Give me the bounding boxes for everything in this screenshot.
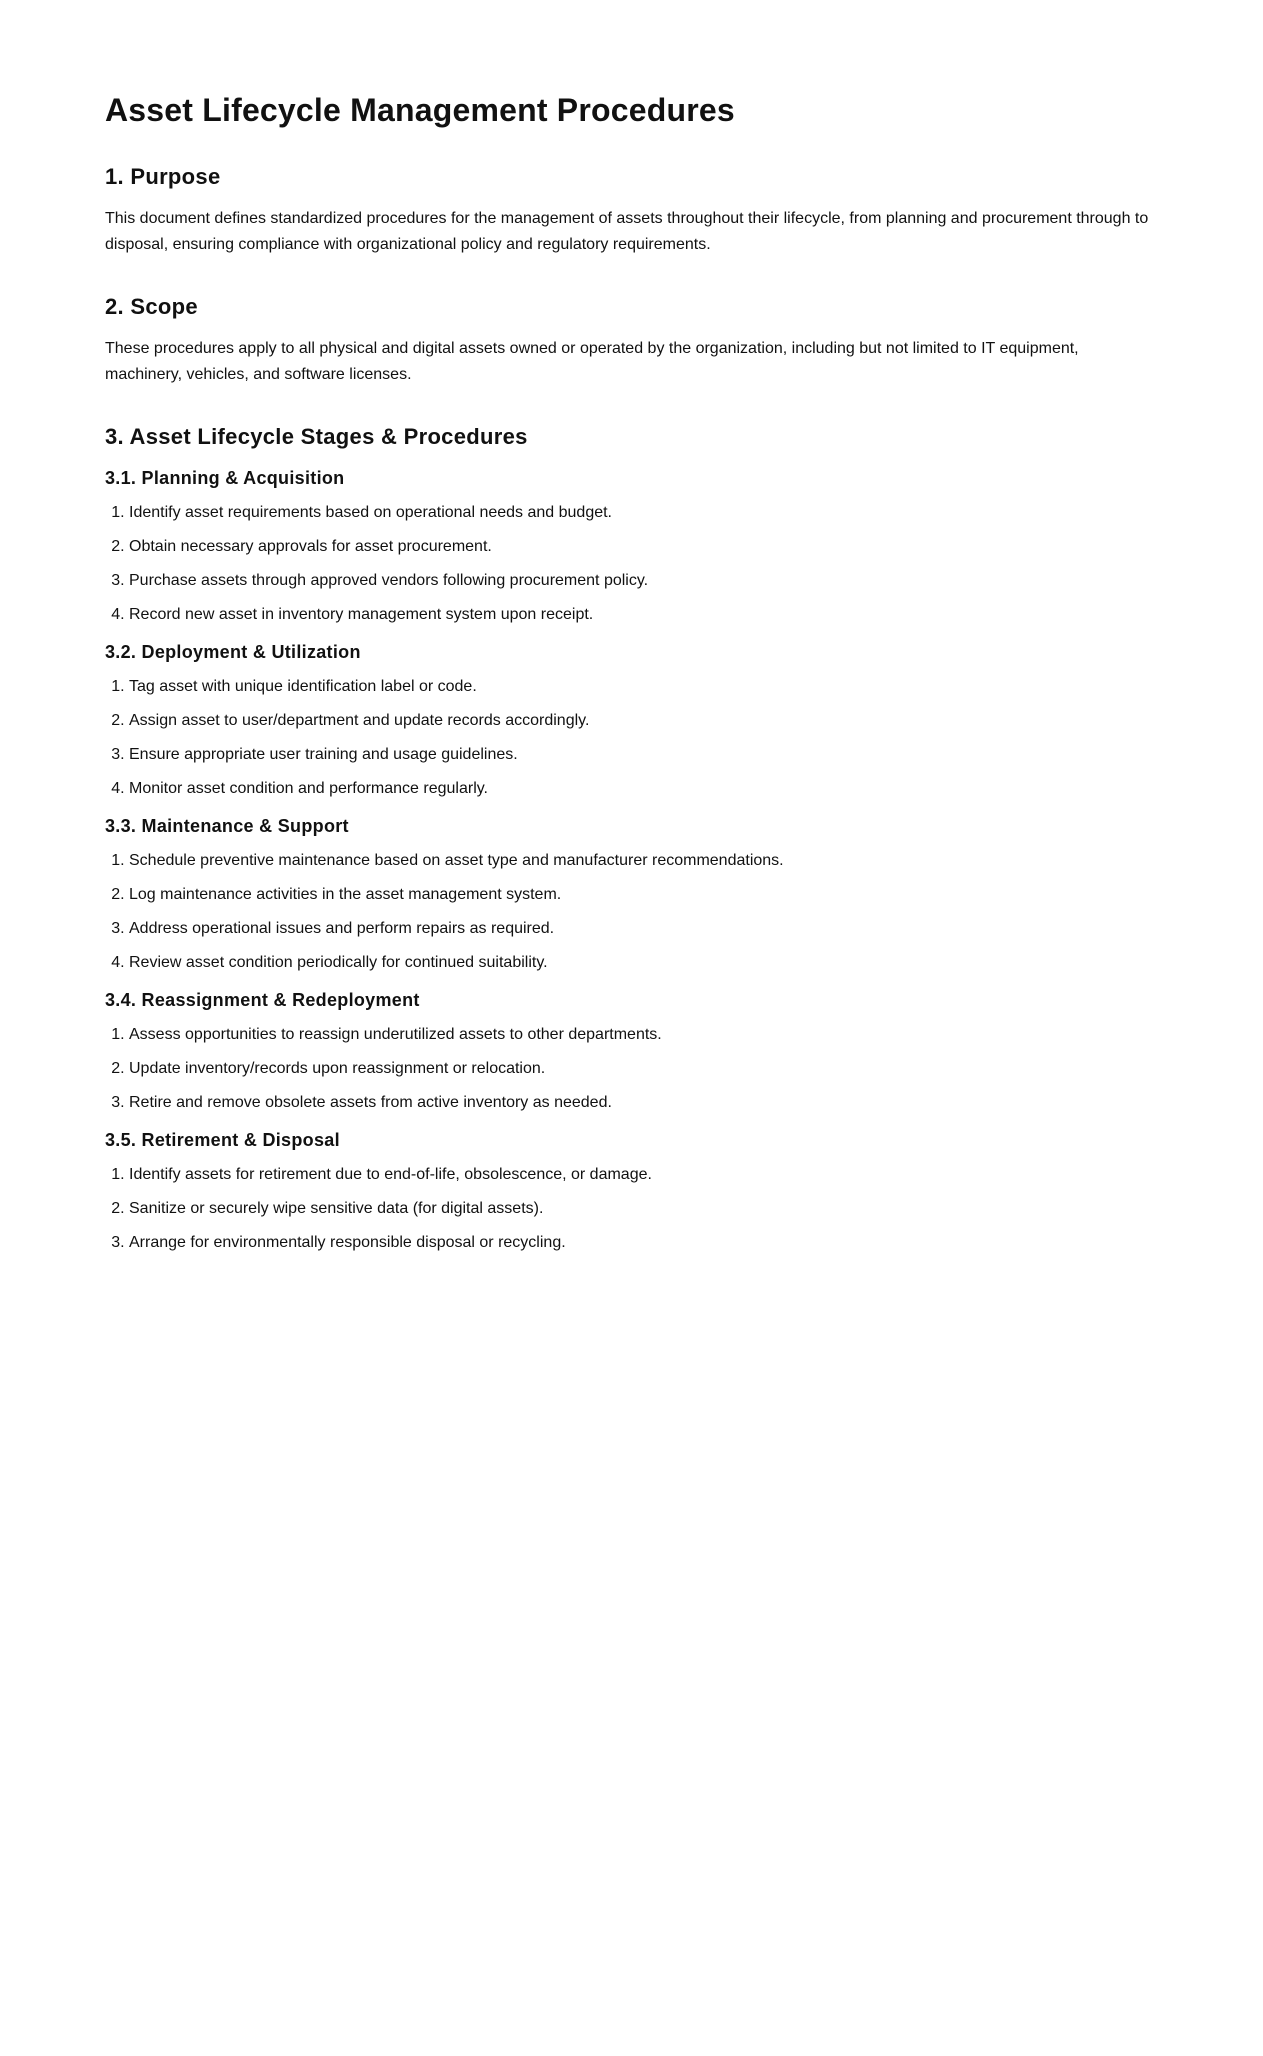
subsection-heading: 3.4. Reassignment & Redeployment <box>105 990 420 1010</box>
procedure-list <box>105 1164 1158 1254</box>
list-item: 4. Review asset condition periodically for continued suitability. <box>129 952 1158 974</box>
retirement-disposal-section <box>105 1128 1158 1254</box>
list-item: 2. Assign asset to user/department and update records accordingly. <box>129 710 1158 732</box>
list-item: 1. Identify asset requirements based on operational needs and budget. <box>129 502 1158 524</box>
maintenance-support-section <box>105 814 1158 974</box>
scope-heading: 2. Scope <box>105 294 198 319</box>
list-item: 1. Tag asset with unique identification label or code. <box>129 676 1158 698</box>
list-item: 3. Address operational issues and perform repairs as required. <box>129 918 1158 940</box>
list-item: 4. Record new asset in inventory management system upon receipt. <box>129 604 1158 626</box>
list-item: 1. Schedule preventive maintenance based on asset type and manufacturer recommendations. <box>129 850 1158 872</box>
purpose-heading: 1. Purpose <box>105 164 221 189</box>
scope-text: These procedures apply to all physical and digital assets owned or operated by the organization, including but not limited to IT equipment, machinery, vehicles, and software licenses. <box>105 340 1079 383</box>
page-title: Asset Lifecycle Management Procedures <box>105 92 735 128</box>
procedure-list <box>105 850 1158 974</box>
stages-section <box>105 422 1158 1254</box>
list-item: 3. Purchase assets through approved vendors following procurement policy. <box>129 570 1158 592</box>
procedure-list <box>105 676 1158 800</box>
subsection-heading: 3.3. Maintenance & Support <box>105 816 349 836</box>
purpose-section <box>105 162 1158 258</box>
list-item: 2. Obtain necessary approvals for asset procurement. <box>129 536 1158 558</box>
list-item: 1. Identify assets for retirement due to end-of-life, obsolescence, or damage. <box>129 1164 1158 1186</box>
list-item: 3. Retire and remove obsolete assets from active inventory as needed. <box>129 1092 1158 1114</box>
planning-acquisition-section <box>105 466 1158 626</box>
deployment-utilization-section <box>105 640 1158 800</box>
stages-heading: 3. Asset Lifecycle Stages & Procedures <box>105 424 528 449</box>
subsection-heading: 3.1. Planning & Acquisition <box>105 468 345 488</box>
list-item: 2. Log maintenance activities in the asset management system. <box>129 884 1158 906</box>
procedure-list <box>105 502 1158 626</box>
list-item: 3. Ensure appropriate user training and usage guidelines. <box>129 744 1158 766</box>
list-item: 2. Update inventory/records upon reassignment or relocation. <box>129 1058 1158 1080</box>
list-item: 1. Assess opportunities to reassign underutilized assets to other departments. <box>129 1024 1158 1046</box>
scope-section <box>105 292 1158 388</box>
purpose-text: This document defines standardized procedures for the management of assets throughout their lifecycle, from planning and procurement through to disposal, ensuring compliance with organizational policy and regulatory requirements. <box>105 210 1149 253</box>
reassignment-redeployment-section <box>105 988 1158 1114</box>
list-item: 3. Arrange for environmentally responsible disposal or recycling. <box>129 1232 1158 1254</box>
list-item: 4. Monitor asset condition and performance regularly. <box>129 778 1158 800</box>
list-item: 2. Sanitize or securely wipe sensitive data (for digital assets). <box>129 1198 1158 1220</box>
subsection-heading: 3.5. Retirement & Disposal <box>105 1130 340 1150</box>
procedure-list <box>105 1024 1158 1114</box>
subsection-heading: 3.2. Deployment & Utilization <box>105 642 361 662</box>
